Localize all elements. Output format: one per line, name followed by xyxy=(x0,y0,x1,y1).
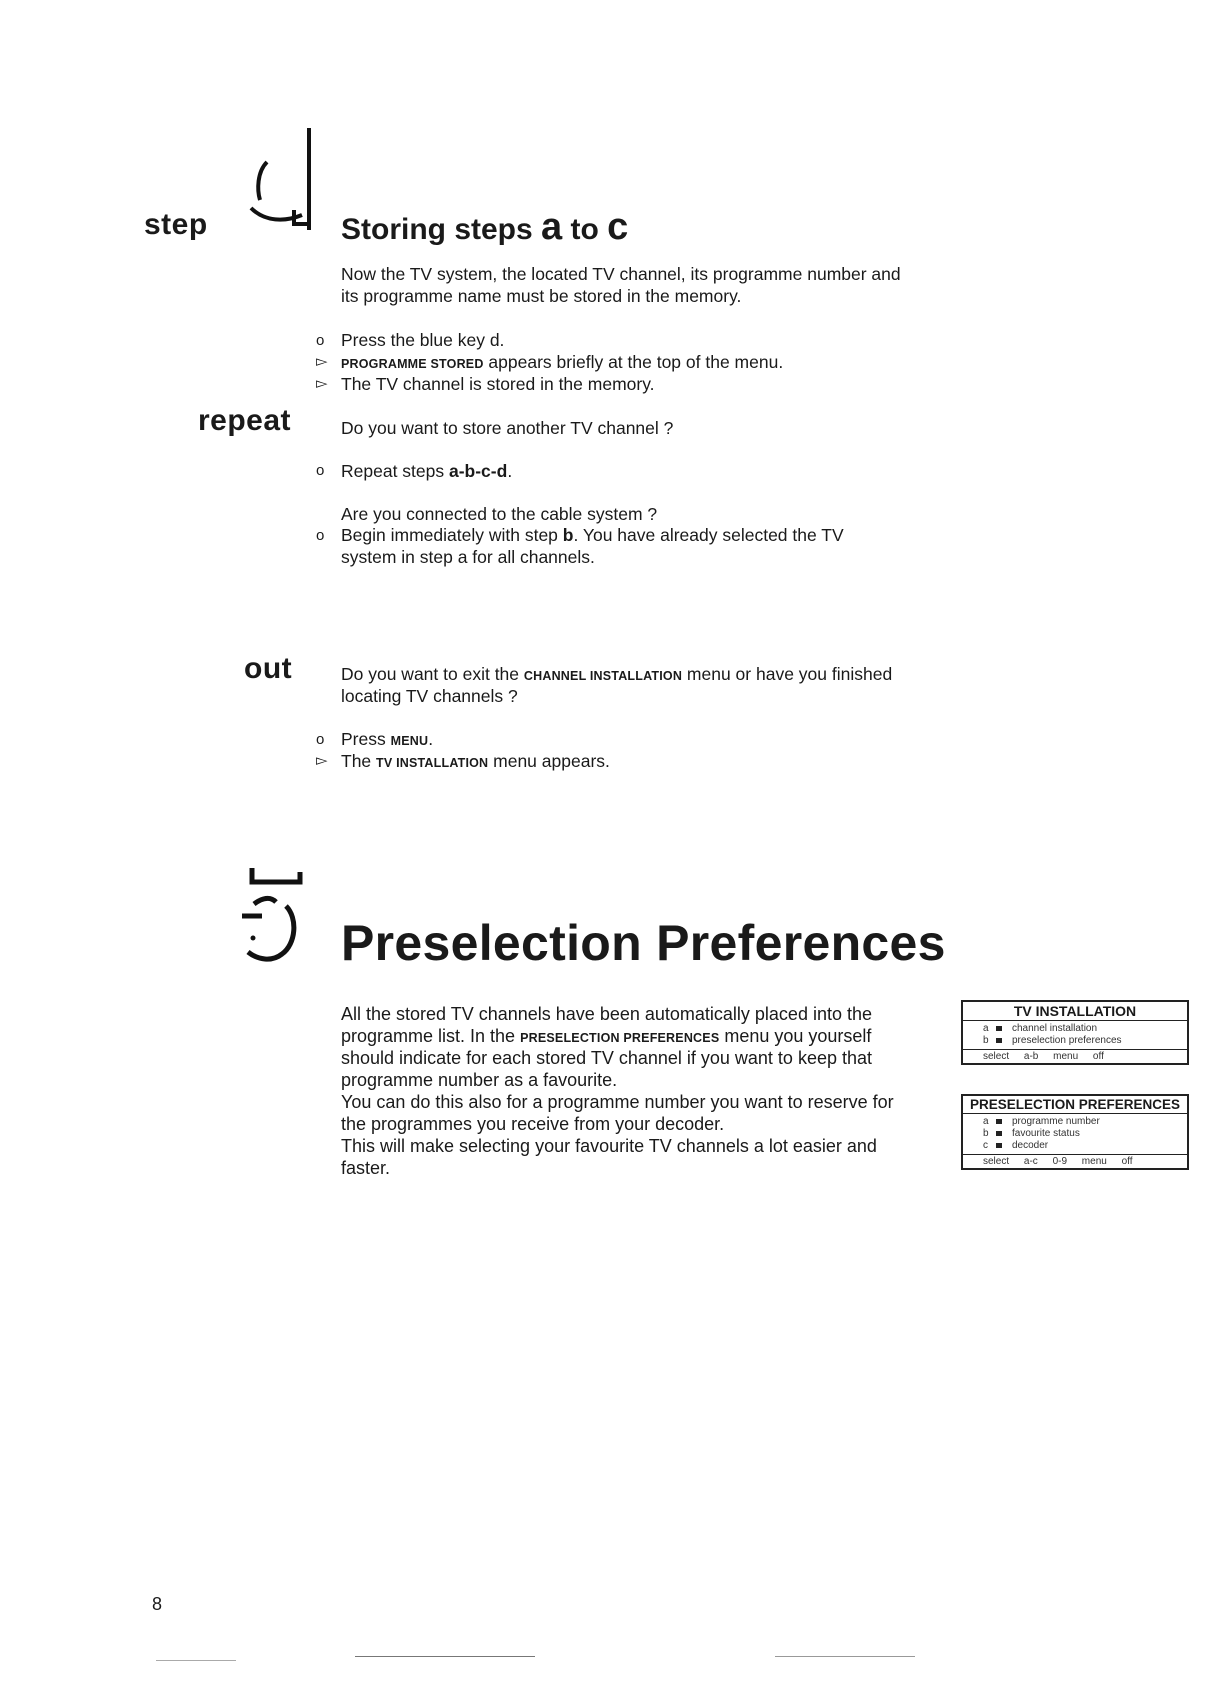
cable-step-b: b xyxy=(562,525,574,545)
out-question-line-2: locating TV channels ? xyxy=(341,686,518,706)
channel-installation-label: CHANNEL INSTALLATION xyxy=(523,669,683,683)
page-title: Preselection Preferences xyxy=(341,915,946,971)
bullet-square-icon xyxy=(996,1143,1002,1148)
out-question-suffix: menu or have you finished xyxy=(682,664,893,684)
menu-footer: select a-c 0-9 menu off xyxy=(963,1154,1187,1168)
repeat-label: repeat xyxy=(198,404,292,437)
preselection-line-5: You can do this also for a programme number you want to reserve for xyxy=(341,1092,894,1112)
scan-artifact-line xyxy=(775,1656,915,1657)
press-menu-bullet xyxy=(341,729,433,750)
preselection-line-3: should indicate for each stored TV channel if you want to keep that xyxy=(341,1048,872,1068)
arrow-icon: ▻ xyxy=(316,752,328,769)
tv-installation-appears xyxy=(341,751,610,772)
cable-line-2: system in step a for all channels. xyxy=(341,547,595,567)
intro-line-1: Now the TV system, the located TV channel, its programme number and xyxy=(341,264,901,284)
bullet-press-blue-key: Press the blue key d. xyxy=(341,330,505,350)
cable-line1-suffix: . You have already selected the TV xyxy=(573,525,844,545)
repeat-steps: a-b-c-d xyxy=(448,461,508,481)
preselection-line-7: This will make selecting your favourite TV channels a lot easier and xyxy=(341,1136,877,1156)
out-question-line-1 xyxy=(341,664,892,685)
menu-item-key: b xyxy=(983,1128,989,1139)
menu-item-label: decoder xyxy=(1012,1140,1049,1151)
line2-suffix: menu you yourself xyxy=(719,1026,872,1046)
cable-question: Are you connected to the cable system ? xyxy=(341,504,658,524)
bullet-square-icon xyxy=(996,1038,1002,1043)
menu-item-label: programme number xyxy=(1012,1116,1100,1127)
bullet-icon: o xyxy=(316,731,325,748)
menu-footer: select a-b menu off xyxy=(963,1049,1187,1063)
section-number-5-graphic xyxy=(240,862,320,972)
cable-line1-prefix: Begin immediately with step xyxy=(341,525,563,545)
menu-item-programme-number xyxy=(963,1116,1187,1128)
bullet-square-icon xyxy=(996,1131,1002,1136)
press-menu-suffix: . xyxy=(428,729,434,749)
menu-key-label: MENU xyxy=(390,734,429,748)
menu-item-key: a xyxy=(983,1116,989,1127)
out-question-prefix: Do you want to exit the xyxy=(341,664,524,684)
preselection-preferences-menu xyxy=(961,1094,1189,1170)
menu-item-channel-installation xyxy=(963,1023,1187,1035)
preselection-line-2 xyxy=(341,1026,871,1047)
page-number: 8 xyxy=(152,1594,163,1614)
press-menu-prefix: Press xyxy=(341,729,391,749)
menu-title: PRESELECTION PREFERENCES xyxy=(963,1096,1187,1114)
cable-line-1 xyxy=(341,525,844,546)
bullet-icon: o xyxy=(316,462,325,479)
arrow-channel-stored: The TV channel is stored in the memory. xyxy=(341,374,655,394)
repeat-question: Do you want to store another TV channel ? xyxy=(341,418,674,438)
bullet-icon: o xyxy=(316,332,325,349)
arrow-icon: ▻ xyxy=(316,375,328,392)
menu-item-label: preselection preferences xyxy=(1012,1035,1122,1046)
line2-prefix: programme list. In the xyxy=(341,1026,521,1046)
repeat-bullet xyxy=(341,461,512,482)
menu-title: TV INSTALLATION xyxy=(963,1002,1187,1021)
menu-item-label: favourite status xyxy=(1012,1128,1080,1139)
menu-item-key: a xyxy=(983,1023,989,1034)
step-heading-prefix: Storing steps xyxy=(341,213,542,246)
bullet-square-icon xyxy=(996,1119,1002,1124)
step-heading-a: a xyxy=(541,206,563,248)
step-heading xyxy=(341,206,628,249)
programme-stored-label: PROGRAMME STORED xyxy=(341,357,484,371)
step-letter-d-graphic xyxy=(240,120,320,230)
preselection-line-4: programme number as a favourite. xyxy=(341,1070,618,1090)
out-label: out xyxy=(244,652,293,685)
menu-item-favourite-status xyxy=(963,1128,1187,1140)
scan-artifact-line xyxy=(156,1660,236,1661)
tv-installation-label: TV INSTALLATION xyxy=(376,756,489,770)
arrow-suffix: menu appears. xyxy=(488,751,610,771)
arrow1-rest: appears briefly at the top of the menu. xyxy=(483,352,784,372)
tv-installation-menu xyxy=(961,1000,1189,1065)
preselection-line-1: All the stored TV channels have been automatically placed into the xyxy=(341,1004,872,1024)
preselection-line-8: faster. xyxy=(341,1158,391,1178)
bullet-square-icon xyxy=(996,1026,1002,1031)
preselection-preferences-label: PRESELECTION PREFERENCES xyxy=(520,1031,720,1045)
preselection-line-6: the programmes you receive from your decoder. xyxy=(341,1114,725,1134)
arrow-prefix: The xyxy=(341,751,377,771)
menu-item-key: c xyxy=(983,1140,988,1151)
menu-item-decoder xyxy=(963,1140,1187,1152)
intro-line-2: its programme name must be stored in the memory. xyxy=(341,286,742,306)
step-heading-c: c xyxy=(607,206,629,248)
scan-artifact-line xyxy=(355,1656,535,1657)
menu-item-label: channel installation xyxy=(1012,1023,1098,1034)
repeat-bullet-suffix: . xyxy=(507,461,513,481)
step-heading-to: to xyxy=(562,213,608,246)
menu-item-preselection-preferences xyxy=(963,1035,1187,1047)
menu-item-key: b xyxy=(983,1035,989,1046)
arrow-programme-stored xyxy=(341,352,783,373)
repeat-bullet-prefix: Repeat steps xyxy=(341,461,449,481)
bullet-icon: o xyxy=(316,527,325,544)
arrow-icon: ▻ xyxy=(316,353,328,370)
step-label: step xyxy=(144,208,208,241)
